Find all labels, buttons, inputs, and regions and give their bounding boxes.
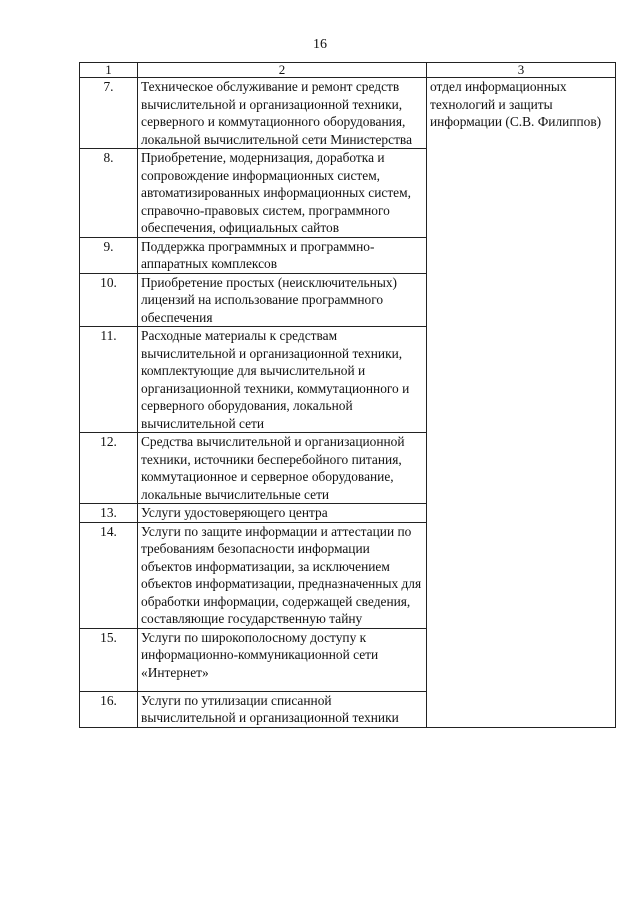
- responsible-department: отдел информационных технологий и защиты информации (С.В. Филиппов): [427, 78, 616, 728]
- row-number: 10.: [80, 273, 138, 327]
- row-description: Приобретение простых (неисключительных) лицензий на использование программного обеспечения: [138, 273, 427, 327]
- row-description: Услуги удостоверяющего центра: [138, 504, 427, 523]
- row-description: Расходные материалы к средствам вычислительной и организационной техники, комплектующие для вычислительной и организационной техники, коммутационного и серверного оборудования, локальной вычислительной сети: [138, 327, 427, 433]
- column-header-2: 2: [138, 63, 427, 78]
- row-description: Услуги по широкополосному доступу к информационно-коммуникационной сети «Интернет»: [138, 628, 427, 691]
- row-description: Поддержка программных и программно-аппаратных комплексов: [138, 237, 427, 273]
- row-number: 15.: [80, 628, 138, 691]
- row-description: Техническое обслуживание и ремонт средств вычислительной и организационной техники, серверного и коммутационного оборудования, локальной вычислительной сети Министерства: [138, 78, 427, 149]
- row-description: Приобретение, модернизация, доработка и сопровождение информационных систем, автоматизированных информационных систем, справочно-правовых систем, программного обеспечения, официальных сайтов: [138, 149, 427, 238]
- column-header-3: 3: [427, 63, 616, 78]
- row-number: 13.: [80, 504, 138, 523]
- row-number: 9.: [80, 237, 138, 273]
- table-row: [80, 78, 616, 149]
- row-number: 12.: [80, 433, 138, 504]
- row-number: 16.: [80, 691, 138, 727]
- column-header-1: 1: [80, 63, 138, 78]
- page-number: 16: [313, 37, 327, 52]
- row-number: 11.: [80, 327, 138, 433]
- row-number: 7.: [80, 78, 138, 149]
- row-description: Услуги по утилизации списанной вычислительной и организационной техники: [138, 691, 427, 727]
- row-number: 8.: [80, 149, 138, 238]
- procurement-table: [79, 62, 616, 728]
- table-header-row: [80, 63, 616, 78]
- row-description: Услуги по защите информации и аттестации по требованиям безопасности информации объектов информатизации, за исключением объектов информатизации, предназначенных для обработки информации, содержащей сведения, составляющие государственную тайну: [138, 522, 427, 628]
- row-description: Средства вычислительной и организационной техники, источники бесперебойного питания, коммутационное и серверное оборудование, локальные вычислительные сети: [138, 433, 427, 504]
- row-number: 14.: [80, 522, 138, 628]
